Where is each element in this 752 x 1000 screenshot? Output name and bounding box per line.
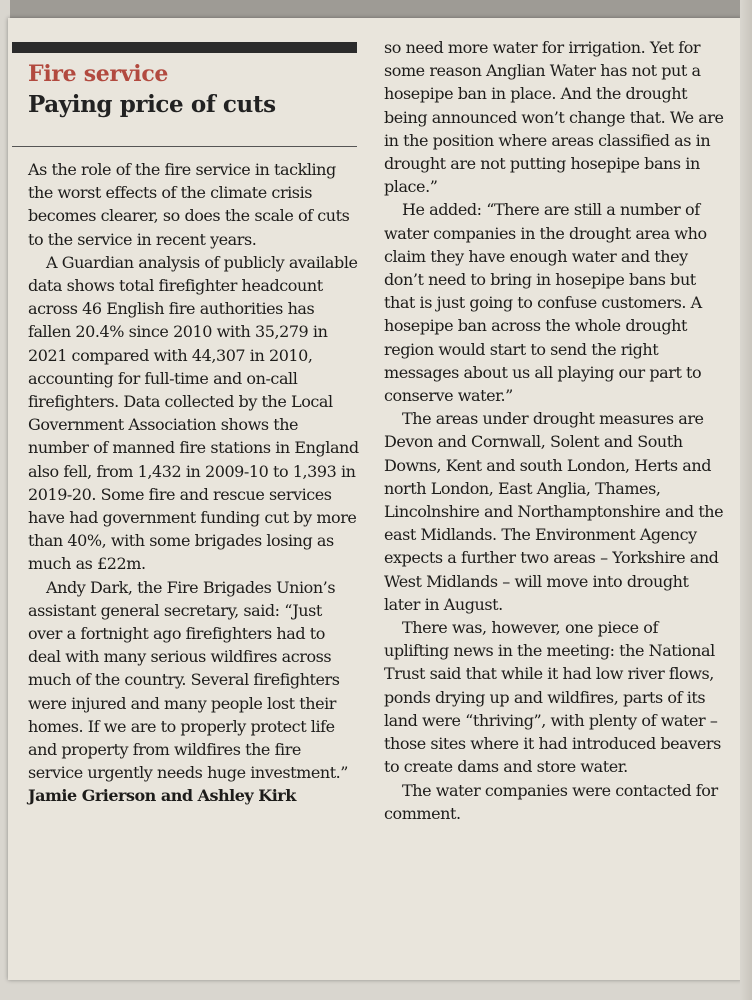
paragraph: Andy Dark, the Fire Brigades Union’s assistant general secretary, said: “Just over a fortnight ago firefighters had to deal with many serious wildfires across much of the country. Several firefighters were injured and many people lost their homes. If we are to properly protect life and property from wildfires the fire service urgently needs huge investment.” [28,577,349,783]
section-rule [12,42,357,53]
right-column [384,36,724,825]
byline: Jamie Grierson and Ashley Kirk [28,786,296,806]
left-column [28,158,360,808]
paragraph: so need more water for irrigation. Yet for some reason Anglian Water has not put a hosepipe ban in place. And the drought being announced won’t change that. We are in the position where areas classified as in drought are not putting hosepipe bans in place.” [384,38,724,197]
paragraph: As the role of the fire service in tackling the worst effects of the climate crisis becomes clearer, so does the scale of cuts to the service in recent years. [28,160,350,249]
paragraph: He added: “There are still a number of water companies in the drought area who claim they have enough water and they don’t need to bring in hosepipe bans but that is just going to confuse customers. A hosepipe ban across the whole drought region would start to send the right messages about us all playing our part to conserve water.” [384,200,707,406]
article-headline: Paying price of cuts [28,91,276,118]
paragraph: There was, however, one piece of uplifting news in the meeting: the National Trust said that while it had low river flows, ponds drying up and wildfires, parts of its land were “thriving”, with plenty of water – those sites where it had introduced beavers to create dams and store water. [384,618,721,777]
paragraph: A Guardian analysis of publicly available data shows total firefighter headcount across 46 English fire authorities has fallen 20.4% since 2010 with 35,279 in 2021 compared with 44,307 in 2010, accounting for full-time and on-call firefighters. Data collected by the Local Government Association shows the number of manned fire stations in England also fell, from 1,432 in 2009-10 to 1,393 in 2019-20. Some fire and rescue services have had government funding cut by more than 40%, with some brigades losing as much as £22m. [28,252,359,574]
paragraph: The water companies were contacted for comment. [384,780,718,823]
section-kicker: Fire service [28,61,169,87]
headline-divider [12,146,357,147]
scan-right-edge [740,0,752,1000]
paragraph: The areas under drought measures are Devon and Cornwall, Solent and South Downs, Kent and south London, Herts and north London, East Anglia, Thames, Lincolnshire and Northamptonshire and the east Midlands. The Environment Agency expects a further two areas – Yorkshire and West Midlands – will move into drought later in August. [384,409,724,614]
